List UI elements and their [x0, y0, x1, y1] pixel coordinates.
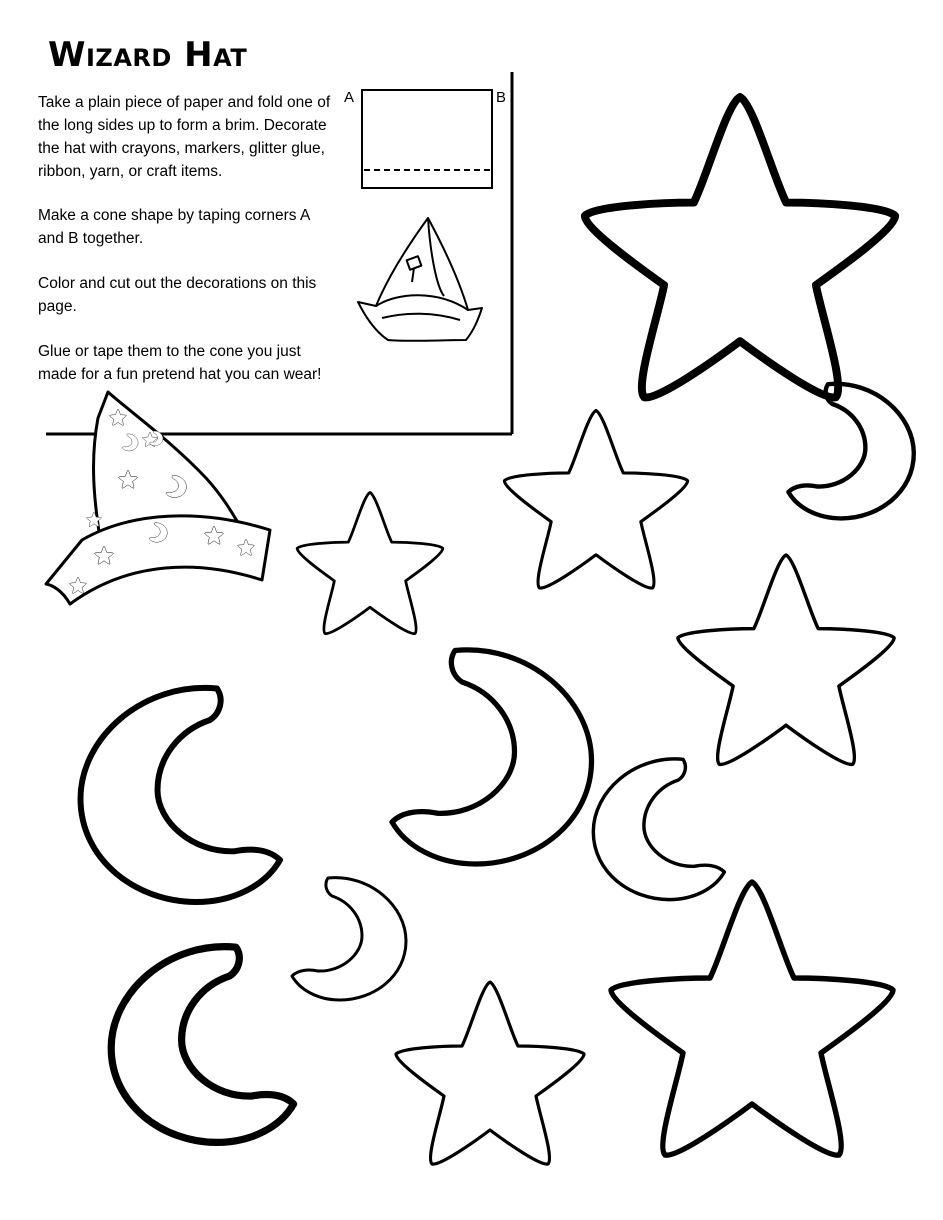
star-cutout [396, 982, 584, 1164]
corner-a-label: A [344, 89, 355, 106]
star-cutout [678, 555, 894, 764]
moon-cutout [292, 878, 406, 1000]
moon-cutout [392, 650, 592, 864]
star-cutout [611, 882, 893, 1155]
star-cutout [504, 411, 687, 589]
instruction-glue: Glue or tape them to the cone you just made for a fun pretend hat you can wear! [38, 343, 322, 383]
moon-cutout [81, 688, 281, 902]
instruction-fold: Take a plain piece of paper and fold one of the long sides up to form a brim. Decorate the hat with crayons, markers, glitter glue, ribbon, yarn, or craft items. [38, 94, 331, 180]
star-cutout [585, 97, 895, 397]
instruction-frame [46, 72, 512, 434]
star-cutout [297, 493, 443, 634]
cone-diagram [358, 218, 482, 341]
fold-diagram [362, 90, 492, 188]
wizard-hat-example [46, 392, 270, 604]
corner-b-label: B [496, 89, 507, 106]
instruction-color: Color and cut out the decorations on this page. [38, 275, 317, 315]
decoration-stars [297, 97, 895, 1164]
moon-cutout [593, 759, 724, 900]
instruction-cone: Make a cone shape by taping corners A and B together. [38, 207, 310, 247]
moon-cutout [788, 384, 913, 519]
page-title: Wizard Hat [48, 35, 248, 75]
moon-cutout [111, 947, 293, 1143]
